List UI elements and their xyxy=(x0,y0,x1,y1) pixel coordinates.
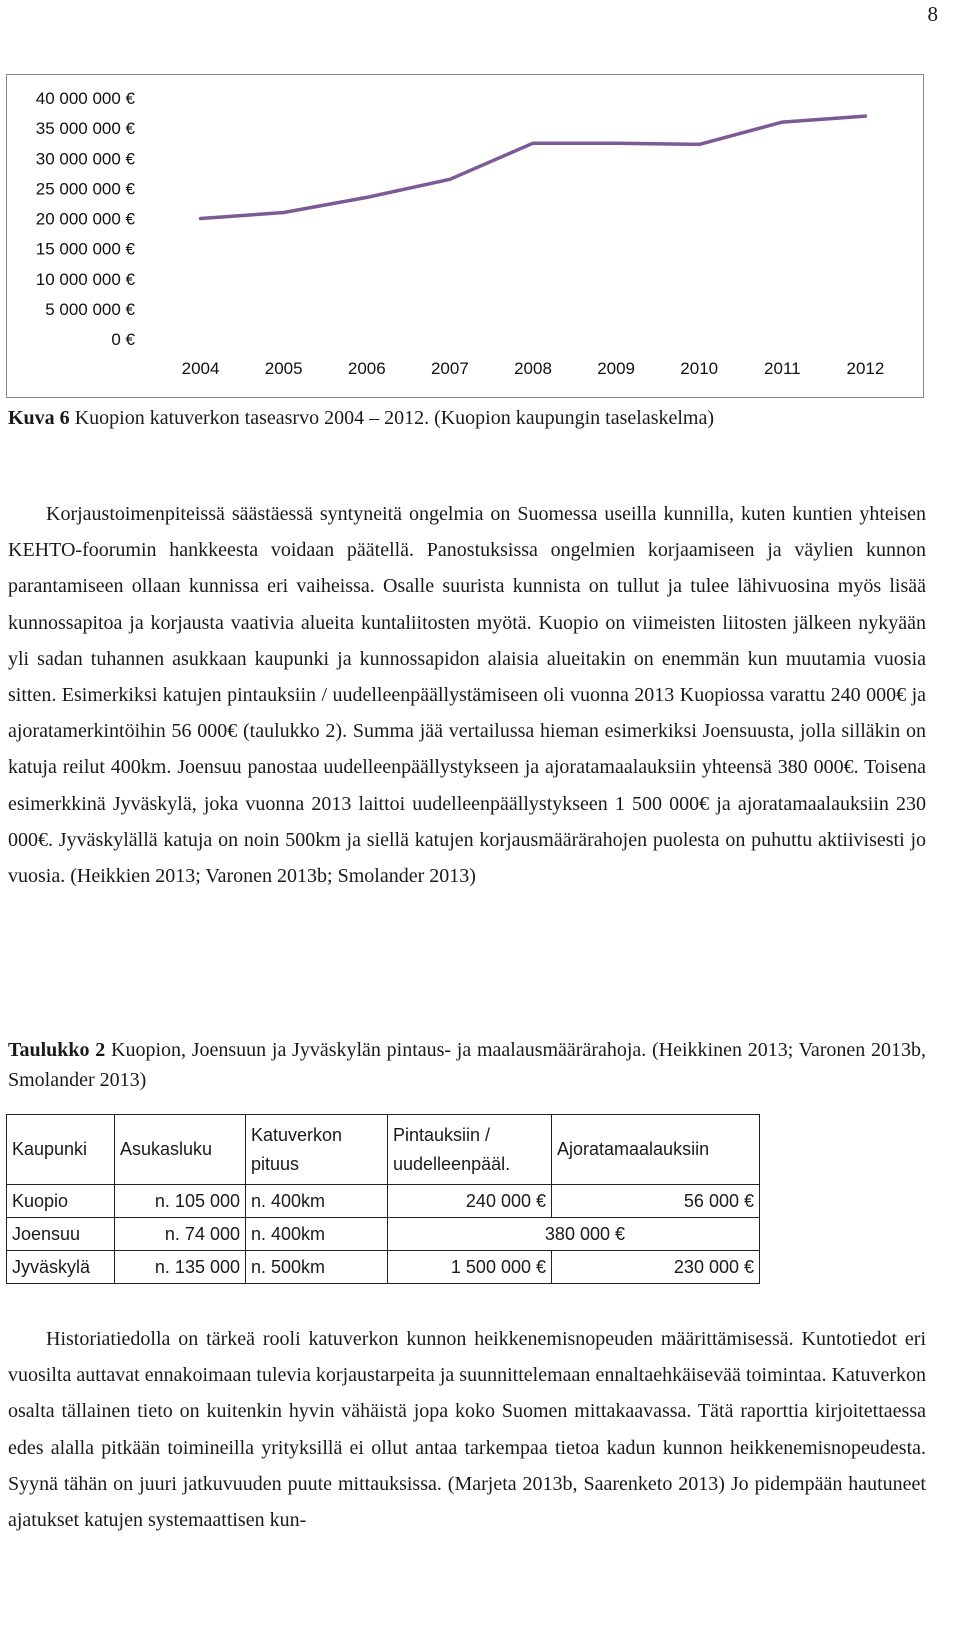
header-length xyxy=(246,1115,388,1185)
x-tick-label: 2008 xyxy=(514,359,552,378)
header-marking: Ajoratamaalauksiin xyxy=(552,1115,760,1185)
header-length-line1: Katuverkon xyxy=(251,1124,343,1145)
cell-city: Kuopio xyxy=(7,1185,115,1218)
y-tick-label: 5 000 000 € xyxy=(45,299,135,319)
y-tick-label: 20 000 000 € xyxy=(35,209,135,229)
header-length-line2: pituus xyxy=(251,1153,300,1174)
body-paragraph-1: Korjaustoimenpiteissä säästäessä syntyneitä ongelmia on Suomessa useilla kunnilla, kuten kuntien yhteisen KEHTO-foorumin hankkeesta voidaan päätellä. Panostuksissa ongelmien korjaamiseen ja väylien kunnon parantamiseen ollaan kunnissa eri vaiheissa. Osalle suurista kunnista on tullut ja tulee lähivuosina myös lisää kunnossapitoa ja korjausta vaativia alueita kuntaliitosten myötä. Kuopio on viimeisten liitosten jälkeen nykyään yli sadan tuhannen asukkaan kaupunki ja kunnossapidon alaisia alueitakin on enemmän kun muutamia vuosia sitten. Esimerkiksi katujen pintauksiin / uudelleenpäällystämiseen oli vuonna 2013 Kuopiossa varattu 240 000€ ja ajoratamerkintöihin 56 000€ (taulukko 2). Summa jää vertailussa hieman esimerkiksi Joensuusta, jolla silläkin on katuja reilut 400km. Joensuu panostaa uudelleenpäällystykseen ja ajoratamaalauksiin yhteensä 380 000€. Toisena esimerkkinä Jyväskylä, joka vuonna 2013 laittoi uudelleenpäällystykseen 1 500 000€ ja ajoratamaalauksiin 230 000€. Jyväskylällä katuja on noin 500km ja siellä katujen korjausmäärärahojen puolesta on puhuttu aktiivisesti jo vuosia. (Heikkien 2013; Varonen 2013b; Smolander 2013) xyxy=(8,503,926,888)
cell-population: n. 135 000 xyxy=(115,1251,246,1284)
line-chart xyxy=(6,74,924,398)
x-tick-label: 2010 xyxy=(680,359,719,378)
cell-paving: 1 500 000 € xyxy=(388,1251,552,1284)
cell-paving: 240 000 € xyxy=(388,1185,552,1218)
cell-length: n. 500km xyxy=(246,1251,388,1284)
x-tick-label: 2007 xyxy=(430,359,469,378)
y-tick-label: 35 000 000 € xyxy=(35,119,135,139)
x-tick-label: 2005 xyxy=(264,359,303,378)
x-tick-label: 2009 xyxy=(597,359,636,378)
table-label: Taulukko 2 xyxy=(8,1039,106,1061)
cell-marking: 230 000 € xyxy=(552,1251,760,1284)
header-paving xyxy=(388,1115,552,1185)
table-caption xyxy=(8,1035,926,1095)
table-row xyxy=(7,1185,760,1218)
page-number: 8 xyxy=(927,2,938,26)
y-tick-label: 25 000 000 € xyxy=(35,179,135,199)
figure-label: Kuva 6 xyxy=(8,407,70,429)
cell-city: Joensuu xyxy=(7,1218,115,1251)
cell-population: n. 74 000 xyxy=(115,1218,246,1251)
budget-table xyxy=(6,1114,760,1284)
chart-svg xyxy=(7,75,925,399)
cell-length: n. 400km xyxy=(246,1218,388,1251)
cell-population: n. 105 000 xyxy=(115,1185,246,1218)
table-caption-text: Kuopion, Joensuun ja Jyväskylän pintaus- ja maalausmäärärahoja. (Heikkinen 2013; Varonen 2013b, Smolander 2013) xyxy=(8,1039,926,1091)
header-paving-line1: Pintauksiin / xyxy=(393,1124,491,1145)
y-tick-label: 40 000 000 € xyxy=(35,89,135,108)
header-city: Kaupunki xyxy=(7,1115,115,1185)
y-tick-label: 0 € xyxy=(111,330,135,349)
cell-length: n. 400km xyxy=(246,1185,388,1218)
cell-paving xyxy=(388,1218,760,1251)
cell-marking: 56 000 € xyxy=(552,1185,760,1218)
table-header-row xyxy=(7,1115,760,1185)
y-tick-label: 10 000 000 € xyxy=(35,269,135,289)
x-tick-label: 2004 xyxy=(181,359,220,378)
body-paragraph-2: Historiatiedolla on tärkeä rooli katuverkon kunnon heikkenemisnopeuden määrittämisessä. Kuntotiedot eri vuosilta auttavat ennakoimaan tulevia korjaustarpeita ja suunnittelemaan ennaltaehkäisevää toimintaa. Katuverkon osalta tällainen tieto on kuitenkin hyvin vähäistä jopa koko Suomen mittakaavassa. Tätä raporttia kirjoitettaessa edes alalla pitkään toimineilla yrityksillä ei ollut antaa tarkempaa tietoa kadun kunnon heikkenemisnopeudesta. Syynä tähän on juuri jatkuvuuden puute mittauksissa. (Marjeta 2013b, Saarenketo 2013) Jo pidempään hautuneet ajatukset katujen systemaattisen kun- xyxy=(8,1328,926,1532)
y-tick-label: 15 000 000 € xyxy=(35,239,135,259)
x-tick-label: 2006 xyxy=(347,359,386,378)
table-row xyxy=(7,1218,760,1251)
header-paving-line2: uudelleenpääl. xyxy=(393,1153,511,1174)
table-row xyxy=(7,1251,760,1284)
y-tick-label: 30 000 000 € xyxy=(35,149,135,169)
figure-caption xyxy=(8,404,938,432)
cell-city: Jyväskylä xyxy=(7,1251,115,1284)
cell-paving-value: 380 000 € xyxy=(544,1223,625,1244)
series-line xyxy=(201,116,866,218)
figure-caption-text: Kuopion katuverkon taseasrvo 2004 – 2012. (Kuopion kaupungin taselaskelma) xyxy=(69,407,715,429)
x-tick-label: 2012 xyxy=(846,359,885,378)
header-population: Asukasluku xyxy=(115,1115,246,1185)
x-tick-label: 2011 xyxy=(764,359,801,378)
